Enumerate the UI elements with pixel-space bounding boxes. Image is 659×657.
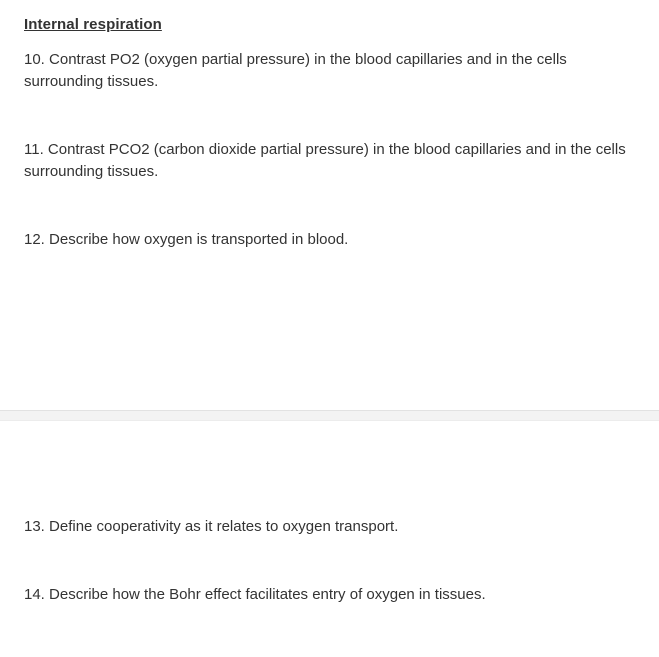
section-heading: Internal respiration (24, 16, 162, 33)
question-14: 14. Describe how the Bohr effect facilitates entry of oxygen in tissues. (24, 586, 486, 603)
question-11: 11. Contrast PCO2 (carbon dioxide partial pressure) in the blood capillaries and in the cells surrounding tissues. (24, 141, 626, 180)
question-13: 13. Define cooperativity as it relates to oxygen transport. (24, 518, 399, 535)
question-12: 12. Describe how oxygen is transported in blood. (24, 231, 349, 248)
page-separator (0, 410, 659, 421)
document-page-2 (0, 421, 659, 657)
question-10: 10. Contrast PO2 (oxygen partial pressure) in the blood capillaries and in the cells surrounding tissues. (24, 51, 567, 90)
